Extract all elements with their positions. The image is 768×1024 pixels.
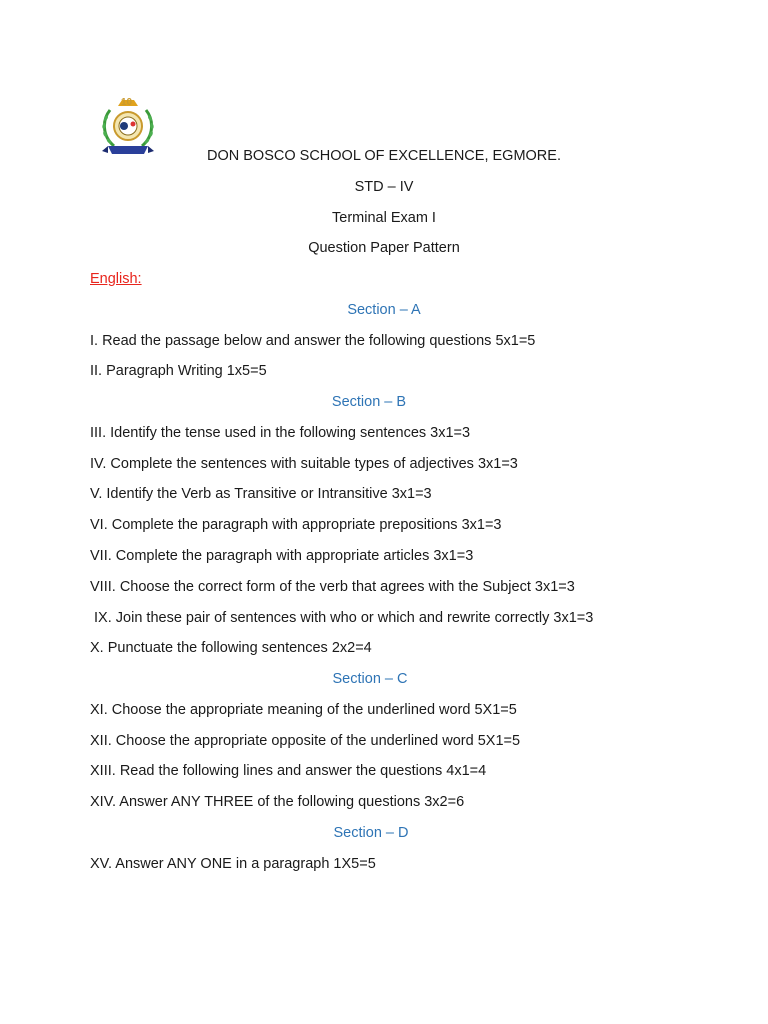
question-item: VII. Complete the paragraph with appropriate articles 3x1=3 (90, 548, 474, 564)
question-item: II. Paragraph Writing 1x5=5 (90, 363, 267, 379)
question-item: XIV. Answer ANY THREE of the following questions 3x2=6 (90, 794, 465, 810)
question-item: III. Identify the tense used in the following sentences 3x1=3 (90, 425, 471, 441)
question-item: I. Read the passage below and answer the following questions 5x1=5 (90, 333, 536, 349)
section-c-heading: Section – C (332, 671, 408, 687)
question-item: IX. Join these pair of sentences with who or which and rewrite correctly 3x1=3 (90, 610, 594, 626)
question-item: IV. Complete the sentences with suitable types of adjectives 3x1=3 (90, 456, 518, 472)
question-item: VI. Complete the paragraph with appropriate prepositions 3x1=3 (90, 517, 502, 533)
logo-number-text: 10 (121, 97, 133, 108)
question-item: V. Identify the Verb as Transitive or Intransitive 3x1=3 (90, 486, 432, 502)
school-name: DON BOSCO SCHOOL OF EXCELLENCE, EGMORE. (207, 148, 561, 164)
question-item: X. Punctuate the following sentences 2x2=4 (90, 640, 372, 656)
question-item: XV. Answer ANY ONE in a paragraph 1X5=5 (90, 856, 376, 872)
question-item: XI. Choose the appropriate meaning of the underlined word 5X1=5 (90, 702, 517, 718)
question-item: XII. Choose the appropriate opposite of the underlined word 5X1=5 (90, 733, 521, 749)
pattern-title: Question Paper Pattern (308, 240, 460, 256)
standard: STD – IV (354, 179, 414, 195)
exam-title: Terminal Exam I (332, 210, 436, 226)
subject-heading: English: (90, 271, 142, 287)
section-d-heading: Section – D (333, 825, 409, 841)
section-a-heading: Section – A (347, 302, 421, 318)
question-item: VIII. Choose the correct form of the verb that agrees with the Subject 3x1=3 (90, 579, 575, 595)
question-item: XIII. Read the following lines and answer the questions 4x1=4 (90, 763, 487, 779)
section-b-heading: Section – B (331, 394, 407, 410)
